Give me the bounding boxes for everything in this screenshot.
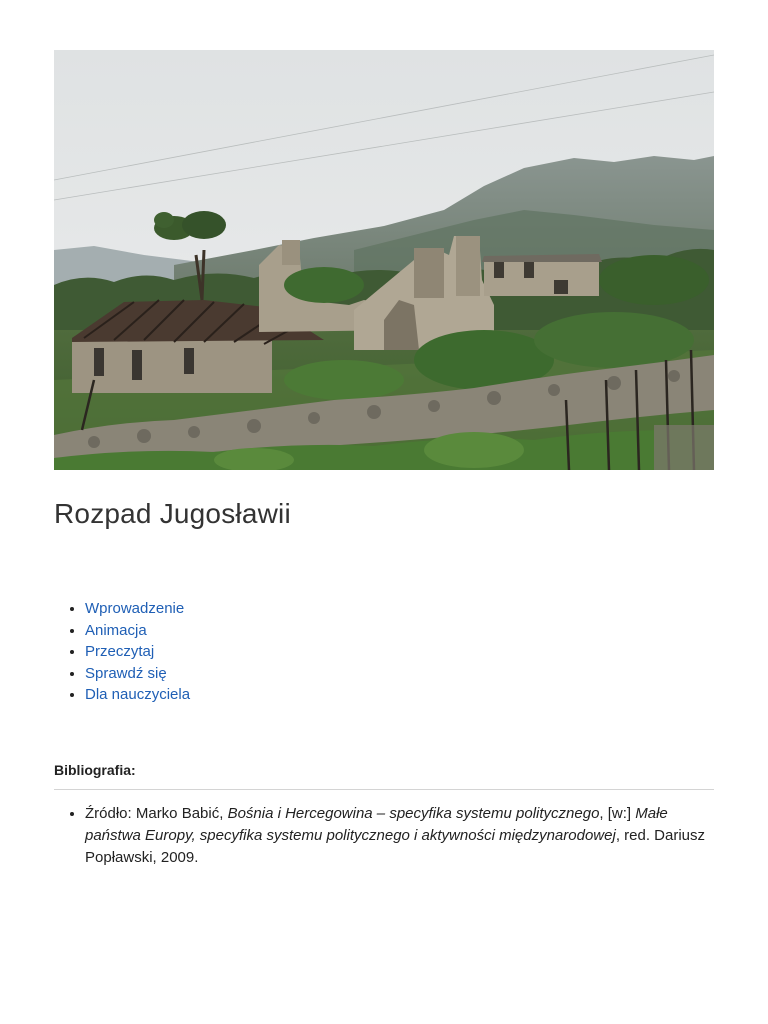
bibliography-heading: Bibliografia: [54,762,136,778]
bibliography-suffix: , red. Dariusz Popławski, 2009. [85,827,706,866]
list-item [85,641,190,663]
list-item [85,620,190,642]
list-item [85,663,190,685]
hero-photo [54,50,714,470]
nav-link-animacja[interactable]: Animacja [85,621,147,639]
bibliography-title: Bośnia i Hercegowina – specyfika systemu politycznego [227,805,600,822]
bibliography-list [54,803,714,869]
bibliography-book: Małe państwa Europy, specyfika systemu politycznego i aktywności międzynarodowej [85,805,668,844]
list-item [85,684,190,706]
nav-link-dla-nauczyciela[interactable]: Dla nauczyciela [85,686,191,703]
divider [54,789,714,790]
nav-link-sprawdz-sie[interactable]: Sprawdź się [85,664,167,682]
page-title: Rozpad Jugosławii [54,498,291,529]
section-nav [54,598,190,706]
bibliography-in: , [w:] [599,805,636,822]
bibliography-prefix: Źródło: Marko Babić, [85,805,228,822]
nav-link-przeczytaj[interactable]: Przeczytaj [85,643,155,660]
list-item [85,598,190,620]
bibliography-entry [85,803,714,869]
nav-link-wprowadzenie[interactable]: Wprowadzenie [85,600,185,617]
